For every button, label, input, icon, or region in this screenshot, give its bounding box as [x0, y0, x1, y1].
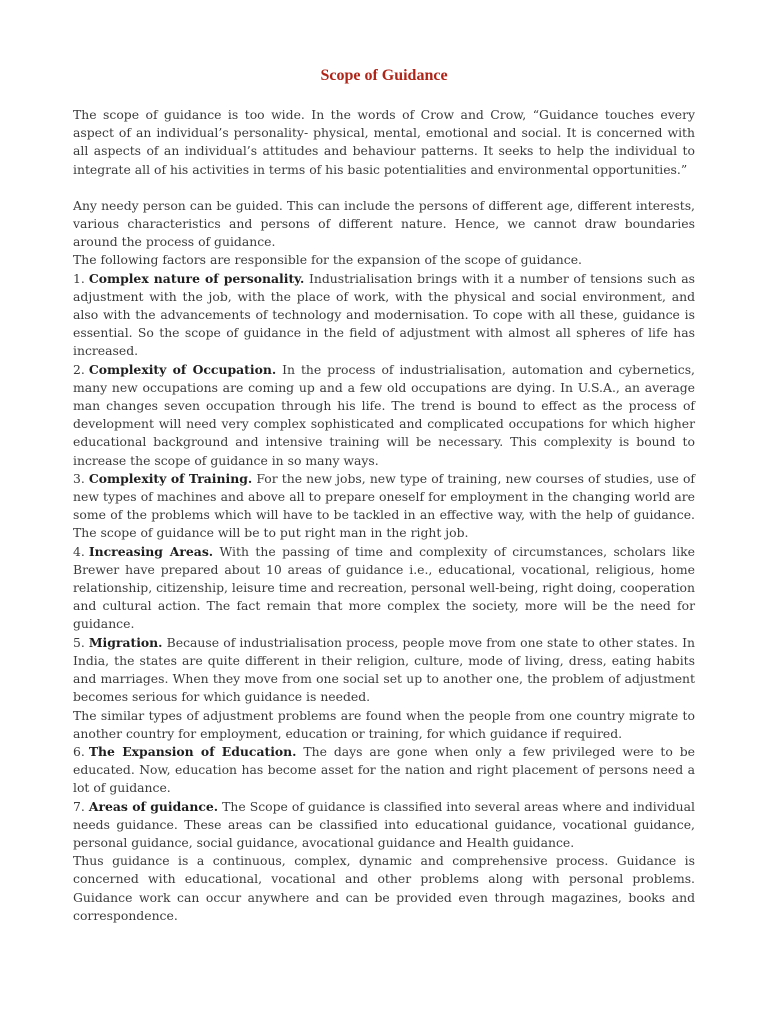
- factor-number: 7.: [73, 798, 85, 814]
- factor-item-7: [73, 798, 695, 853]
- factor-heading: Complex nature of personality.: [88, 270, 305, 286]
- factor-text: For the new jobs, new type of training, new courses of studies, use of new types of machines and above all to prepare oneself for employment in the changing world are some of the problems which will have to be tackled in an effective way, with the help of guidance. The scope of guidance will be to put right man in the right job.: [73, 470, 695, 541]
- factor-text: The days are gone when only a few privileged were to be educated. Now, education has become asset for the nation and right placement of persons need a lot of guidance.: [73, 743, 696, 796]
- factor-number: 5.: [73, 634, 85, 650]
- factor-text: With the passing of time and complexity of circumstances, scholars like Brewer have prepared about 10 areas of guidance i.e., educational, vocational, religious, home relationship, citizenship, leisure time and recreation, personal well-being, right doing, cooperation and cultural action. The fact remain that more complex the society, more will be the need for guidance.: [73, 543, 696, 632]
- factor-item-4: [73, 543, 695, 634]
- factor-number: 4.: [73, 543, 85, 559]
- factor-heading: Areas of guidance.: [88, 798, 219, 814]
- factor-item-2: [73, 361, 695, 470]
- factor-heading: Complexity of Training.: [88, 470, 253, 486]
- conclusion-paragraph: Thus guidance is a continuous, complex, dynamic and comprehensive process. Guidance is concerned with educational, vocational and other problems along with personal problems. Guidance work can occur anywhere and can be provided even through magazines, books and correspondence.: [73, 853, 695, 923]
- intro-paragraph: The scope of guidance is too wide. In the words of Crow and Crow, “Guidance touches every aspect of an individual’s personality- physical, mental, emotional and social. It is concerned with all aspects of an individual’s attitudes and behaviour patterns. It seeks to help the individual to integrate all of his activities in terms of his basic potentialities and environmental opportunities.”: [73, 107, 695, 177]
- factor-heading: Increasing Areas.: [88, 543, 214, 559]
- factor-item-6: [73, 743, 695, 798]
- factor-text: In the process of industrialisation, automation and cybernetics, many new occupations are coming up and a few old occupations are dying. In U.S.A., an average man changes seven occupation through his life. The trend is bound to effect as the process of development will need very complex sophisticated and complicated occupations for which higher educational background and intensive training will be necessary. This complexity is bound to increase the scope of guidance in so many ways.: [73, 361, 695, 468]
- factor-heading: Migration.: [88, 634, 163, 650]
- factor-item-3: [73, 470, 695, 543]
- factor-text: Because of industrialisation process, people move from one state to other states. In India, the states are quite different in their religion, culture, mode of living, dress, eating habits and marriages. When they move from one social set up to another one, the problem of adjustment becomes serious for which guidance is needed.: [73, 634, 695, 705]
- migration-note: The similar types of adjustment problems are found when the people from one country migrate to another country for employment, education or training, for which guidance if required.: [73, 707, 695, 741]
- factor-number: 2.: [73, 361, 85, 377]
- factor-number: 1.: [73, 270, 85, 286]
- factor-item-1: [73, 270, 695, 361]
- document-page: [73, 66, 695, 925]
- factor-text: The Scope of guidance is classified into several areas where and individual needs guidance. These areas can be classified into educational guidance, vocational guidance, personal guidance, social guidance, avocational guidance and Health guidance.: [73, 798, 695, 850]
- factor-heading: The Expansion of Education.: [88, 743, 297, 759]
- factor-number: 3.: [73, 470, 85, 486]
- needy-paragraph: Any needy person can be guided. This can include the persons of different age, different interests, various characteristics and persons of different nature. Hence, we cannot draw boundaries around the process of guidance.: [73, 197, 695, 250]
- factor-heading: Complexity of Occupation.: [88, 361, 277, 377]
- paragraph-spacer: [73, 179, 695, 197]
- factor-text: Industrialisation brings with it a number of tensions such as adjustment with the job, with the place of work, with the physical and social environment, and also with the advancements of technology and modernisation. To cope with all these, guidance is essential. So the scope of guidance in the field of adjustment with almost all spheres of life has increased.: [73, 270, 695, 359]
- factors-intro: The following factors are responsible for the expansion of the scope of guidance.: [73, 252, 582, 268]
- factor-item-5: [73, 634, 695, 707]
- factor-number: 6.: [73, 743, 85, 759]
- page-title: Scope of Guidance: [320, 67, 448, 84]
